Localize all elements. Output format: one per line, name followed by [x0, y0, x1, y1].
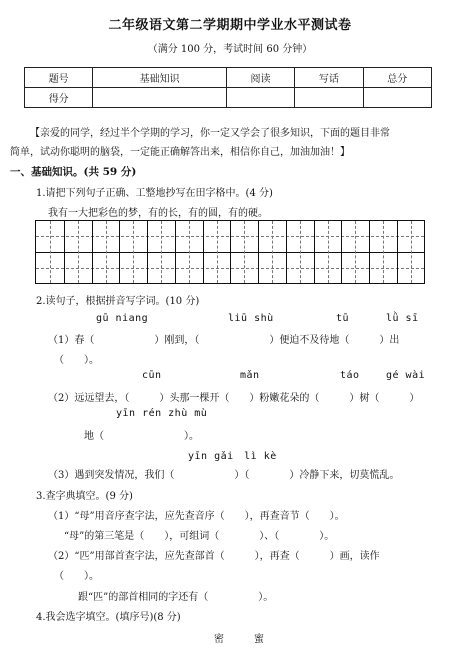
- q2-pinyin: lǜ sī: [386, 313, 419, 324]
- q2-item-3-line-1[interactable]: （3）遇到突发情况，我们（ ）（ ）冷静下来，切莫慌乱。: [48, 470, 400, 481]
- score-cell[interactable]: [226, 88, 294, 108]
- score-table-score-row: [25, 88, 432, 108]
- q2-item-1-line-1[interactable]: （1）春（ ）刚到，（ ）便迫不及待地（ ）出: [48, 335, 400, 346]
- score-cell[interactable]: [295, 88, 363, 108]
- q3-prompt: 3.查字典填空。(9 分): [36, 491, 133, 502]
- q1-sentence: 我有一大把彩色的梦，有的长，有的圆，有的硬。: [48, 208, 268, 219]
- page-title: 二年级语文第二学期期中学业水平测试卷: [108, 18, 352, 33]
- intro-line-1: 【亲爱的同学，经过半个学期的学习，你一定又学会了很多知识，下面的题目非常: [30, 128, 390, 139]
- q1-prompt: 1.请把下列句子正确、工整地抄写在田字格中。(4 分): [36, 188, 273, 199]
- q3-line-2[interactable]: “母”的第三笔是（ ），可组词（ ）、（ ）。: [64, 531, 335, 542]
- q2-pinyin: gé wài: [386, 370, 426, 381]
- section-1-title: 一、基础知识。(共 59 分): [10, 166, 137, 178]
- q4-word-options: 密 蜜: [214, 634, 274, 645]
- q2-item-2-line-1[interactable]: （2）远远望去，（ ）头那一棵开（ ）粉嫩花朵的（ ）树（ ）: [48, 393, 420, 404]
- q2-pinyin: gū niang: [96, 313, 149, 324]
- score-header-cell: 写话: [295, 68, 363, 88]
- q2-item-2-line-2[interactable]: 地（ ）。: [84, 431, 199, 442]
- score-cell[interactable]: [363, 88, 431, 108]
- score-header-cell: 基础知识: [93, 68, 226, 88]
- q2-pinyin: cūn: [142, 370, 162, 381]
- q2-pinyin: yīn rén zhù mù: [116, 408, 208, 419]
- score-row-label: 得分: [25, 88, 93, 108]
- q3-line-1[interactable]: （1）“母”用音序查字法，应先查音序（ ），再查音节（ ）。: [48, 511, 345, 522]
- score-header-cell: 题号: [25, 68, 93, 88]
- q4-prompt: 4.我会选字填空。(填序号)(8 分): [36, 612, 181, 623]
- q2-prompt: 2.读句子，根据拼音写字词。(10 分): [36, 296, 200, 307]
- score-cell[interactable]: [93, 88, 226, 108]
- q2-pinyin: mǎn: [240, 370, 260, 381]
- score-table: [24, 67, 432, 108]
- q3-line-3[interactable]: （2）“匹”用部首查字法，应先查部首（ ），再查（ ）画，读作: [48, 551, 380, 562]
- q3-line-5[interactable]: 跟“匹”的部首相同的字还有（ ）。: [78, 592, 274, 603]
- page-subtitle: （满分 100 分，考试时间 60 分钟）: [147, 44, 313, 55]
- tianzige-grid[interactable]: [35, 220, 425, 284]
- q2-item-1-line-2[interactable]: （ ）。: [54, 355, 99, 366]
- q2-pinyin: táo: [340, 370, 360, 381]
- intro-line-2: 简单，试动你聪明的脑袋，一定能正确解答出来，相信你自己，加油加油！】: [10, 147, 350, 158]
- score-header-cell: 阅读: [226, 68, 294, 88]
- q2-pinyin: tū: [336, 313, 350, 324]
- score-table-header-row: [25, 68, 432, 88]
- score-header-cell: 总分: [363, 68, 431, 88]
- q3-line-4[interactable]: （ ）。: [54, 571, 99, 582]
- q2-pinyin: liū shù: [228, 313, 274, 324]
- q2-pinyin: yīn gǎi lì kè: [188, 451, 277, 462]
